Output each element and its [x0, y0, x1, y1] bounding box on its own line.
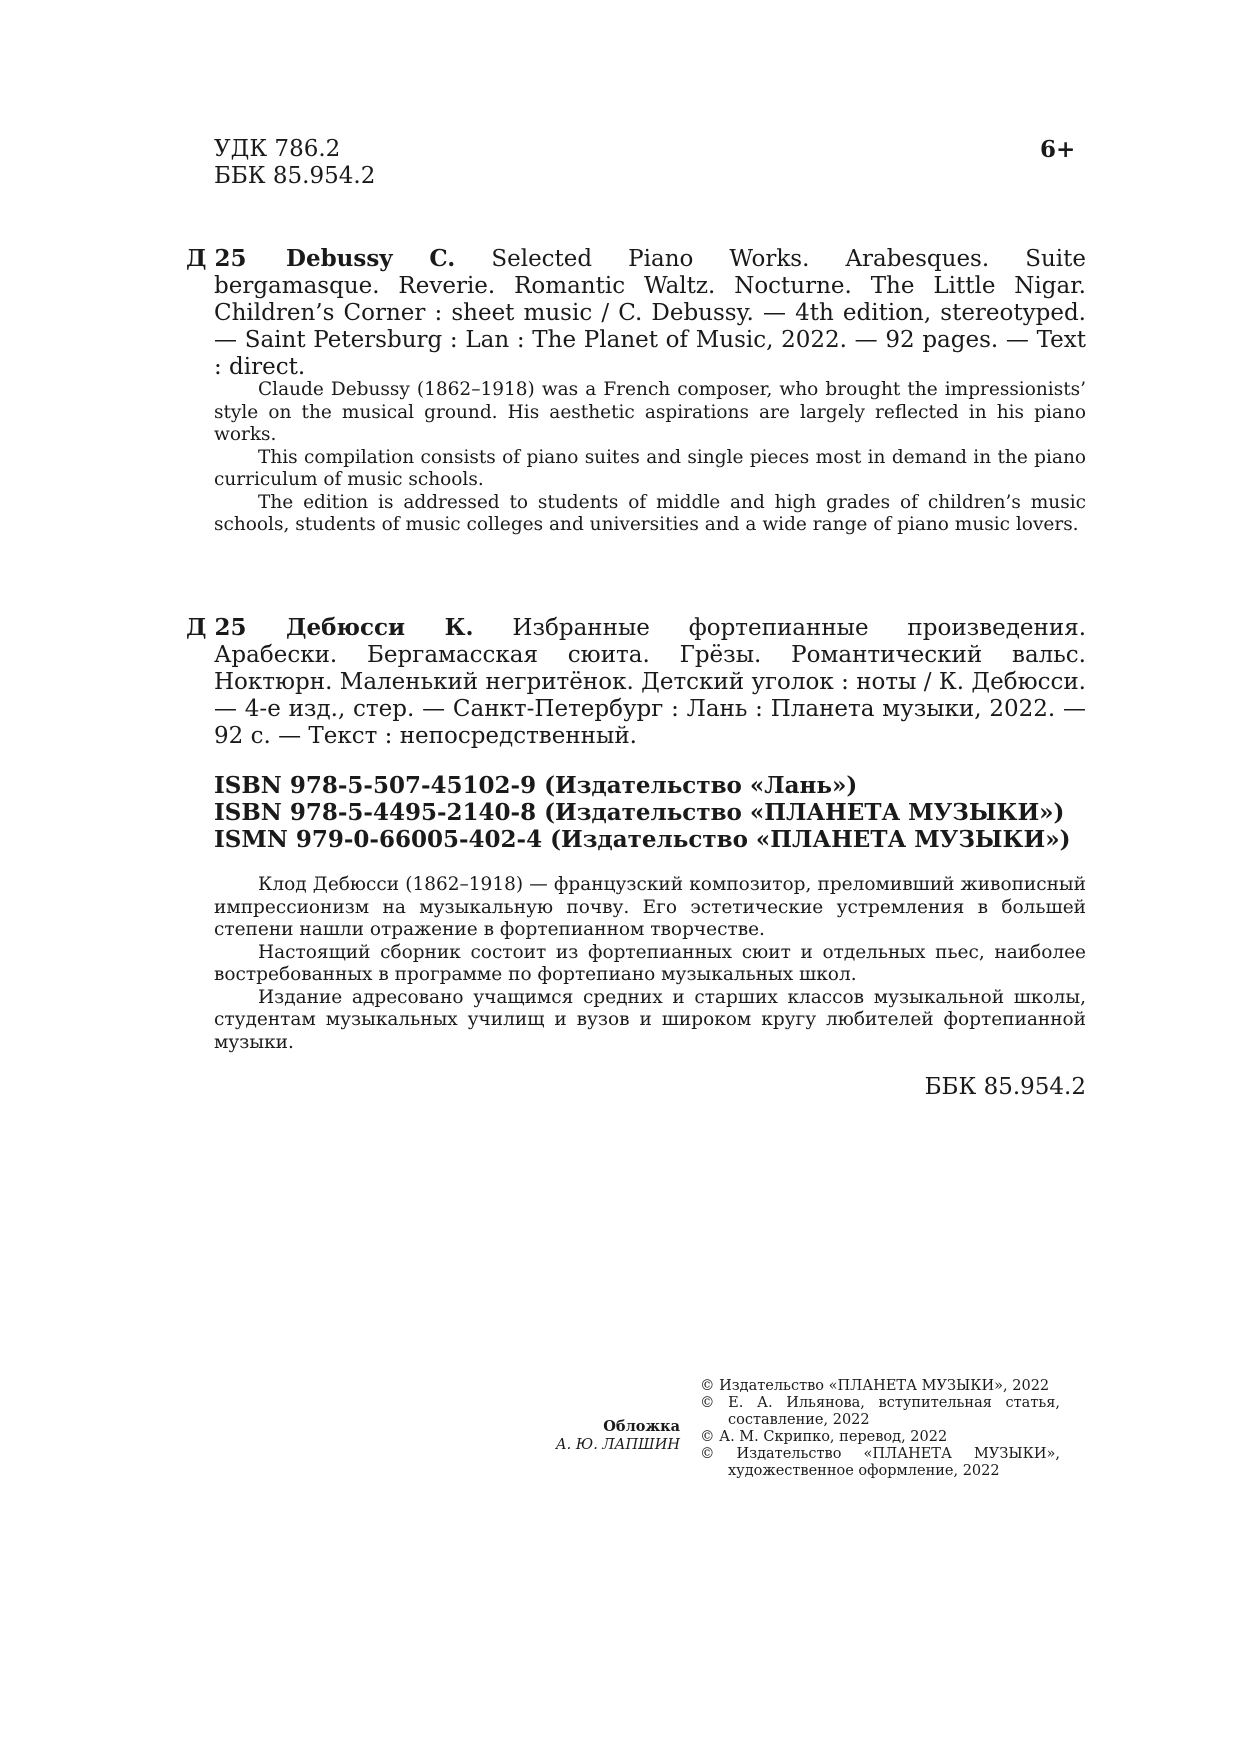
english-entry — [214, 245, 1086, 381]
copyright-line: © Издательство «ПЛАНЕТА МУЗЫКИ», 2022 — [700, 1378, 1050, 1394]
cover-artist: А. Ю. ЛАПШИН — [555, 1437, 680, 1453]
english-entry-author: Debussy C. — [286, 245, 456, 272]
russian-abstract-paragraph: Настоящий сборник состоит из фортепианных сюит и отдельных пьес, наиболее востребованных в программе по фортепиано музыкальных школ. — [214, 941, 1086, 985]
russian-entry-code: Д 25 — [186, 614, 247, 641]
russian-entry-description: Избранные фортепианные произведения. Арабески. Бергамасская сюита. Грёзы. Романтический вальс. Ноктюрн. Маленький негритёнок. Детский уголок : ноты / К. Дебюсси. — 4-е изд., стер. — Санкт-Петербург : Лань : Планета музыки, 2022. — 92 с. — Текст : непосредственный. — [214, 615, 1087, 749]
age-rating: 6+ — [1040, 136, 1076, 163]
english-abstract-paragraph: The edition is addressed to students of middle and high grades of children’s music schools, students of music colleges and universities and a wide range of piano music lovers. — [214, 491, 1086, 535]
isbn-lan: ISBN 978-5-507-45102-9 (Издательство «Лань») — [214, 772, 858, 799]
russian-entry — [214, 614, 1086, 750]
bbk-footer: ББК 85.954.2 — [924, 1074, 1086, 1100]
russian-entry-author: Дебюсси К. — [286, 614, 474, 641]
copyright-line: © А. М. Скрипко, перевод, 2022 — [700, 1429, 948, 1445]
russian-abstract — [214, 874, 1086, 1054]
copyright-block — [700, 1378, 1060, 1480]
bbk-code: ББК 85.954.2 — [214, 163, 376, 189]
cover-label: Обложка — [603, 1418, 680, 1435]
identifiers — [214, 772, 1070, 853]
isbn-planet: ISBN 978-5-4495-2140-8 (Издательство «ПЛАНЕТА МУЗЫКИ») — [214, 799, 1065, 826]
russian-abstract-paragraph: Издание адресовано учащимся средних и старших классов музыкальной школы, студентам музыкальных училищ и вузов и широком кругу любителей фортепианной музыки. — [214, 986, 1086, 1053]
english-entry-code: Д 25 — [186, 245, 247, 272]
english-abstract-paragraph: Claude Debussy (1862–1918) was a French composer, who brought the impressionists’ style on the musical ground. His aesthetic aspirations are largely reflected in his piano works. — [214, 379, 1086, 445]
copyright-line: © Издательство «ПЛАНЕТА МУЗЫКИ», художественное оформление, 2022 — [700, 1446, 1060, 1479]
copyright-line: © Е. А. Ильянова, вступительная статья, составление, 2022 — [700, 1395, 1060, 1428]
english-abstract-paragraph: This compilation consists of piano suites and single pieces most in demand in the piano curriculum of music schools. — [214, 446, 1086, 490]
ismn-planet: ISMN 979-0-66005-402-4 (Издательство «ПЛАНЕТА МУЗЫКИ») — [214, 826, 1071, 853]
english-abstract — [214, 379, 1086, 537]
english-entry-description: Selected Piano Works. Arabesques. Suite bergamasque. Reverie. Romantic Waltz. Nocturne. The Little Nigar. Children’s Corner : sheet music / C. Debussy. — 4th edition, stereotyped. — Saint Petersburg : Lan : The Planet of Music, 2022. — 92 pages. — Text : direct. — [214, 246, 1086, 380]
udk-code: УДК 786.2 — [214, 136, 341, 162]
russian-abstract-paragraph: Клод Дебюсси (1862–1918) — французский композитор, преломивший живописный импрессионизм на музыкальную почву. Его эстетические устремления в большей степени нашли отражение в фортепианном творчестве. — [214, 874, 1086, 940]
